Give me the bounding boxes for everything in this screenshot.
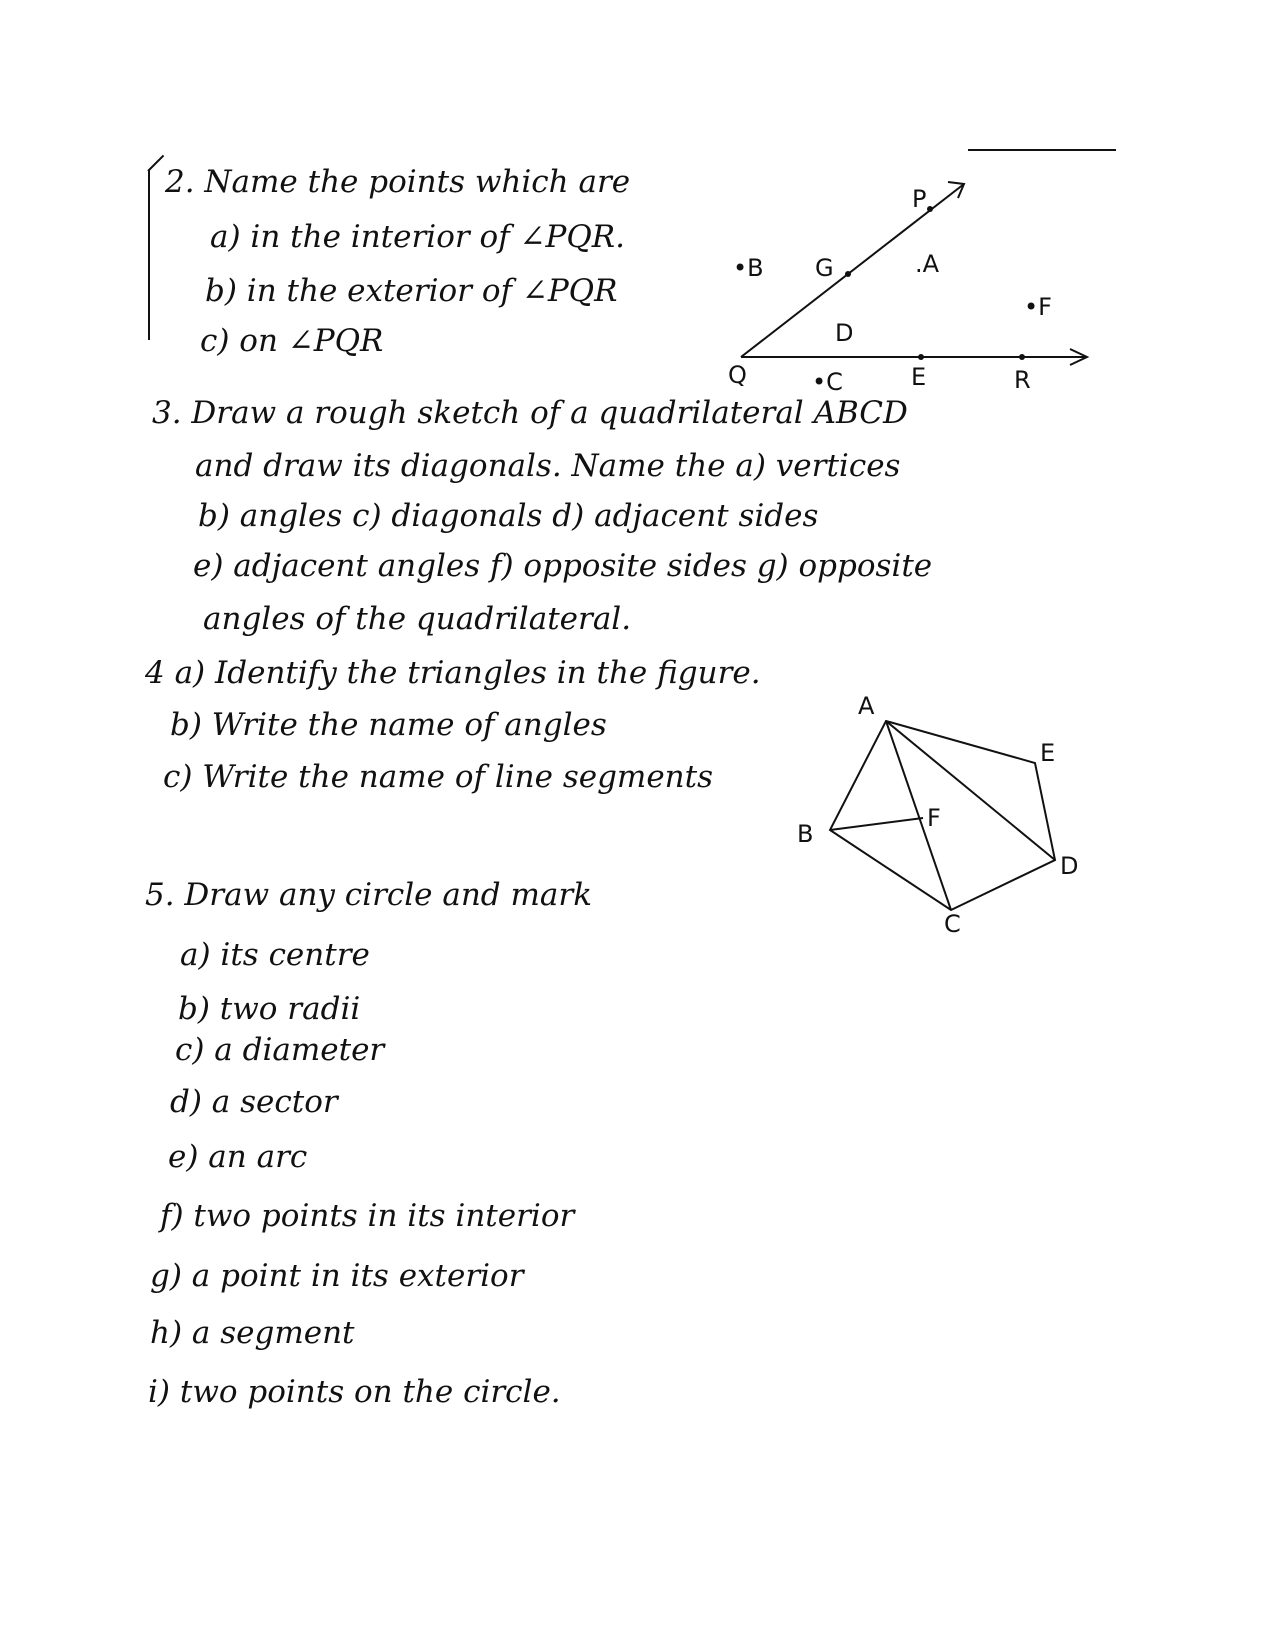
label-b: •B [733, 254, 764, 282]
q2-part-b: b) in the exterior of ∠PQR [205, 273, 618, 309]
q3-line-2: and draw its diagonals. Name the a) vertices [195, 448, 901, 484]
q5-part-e: e) an arc [168, 1139, 308, 1175]
q3-line-3: b) angles c) diagonals d) adjacent sides [198, 498, 819, 534]
pentagon-figure [797, 692, 1078, 938]
point-e [918, 354, 924, 360]
q3-line-1: 3. Draw a rough sketch of a quadrilateral ABCD [152, 395, 908, 431]
label-c: C [944, 910, 961, 938]
point-g [845, 271, 851, 277]
q5-part-f: f) two points in its interior [160, 1198, 575, 1234]
label-r: R [1014, 366, 1031, 394]
point-r [1019, 354, 1025, 360]
q2-stem: 2. Name the points which are [165, 164, 631, 200]
label-c: •C [812, 368, 843, 396]
q5-stem: 5. Draw any circle and mark [145, 877, 592, 913]
label-q: Q [728, 361, 747, 389]
label-g: G [815, 254, 834, 282]
q4-line-c: c) Write the name of line segments [163, 759, 713, 795]
q4-line-b: b) Write the name of angles [170, 707, 607, 743]
label-a: .A [915, 250, 940, 278]
q5-part-c: c) a diameter [175, 1032, 385, 1068]
q5-part-a: a) its centre [180, 937, 370, 973]
q4-line-a: 4 a) Identify the triangles in the figure. [145, 655, 761, 691]
q5-part-h: h) a segment [150, 1315, 355, 1351]
label-p: P [912, 185, 927, 213]
segment-ad [886, 721, 1055, 860]
label-f: •F [1024, 293, 1052, 321]
segment-bf [830, 818, 923, 830]
label-d: D [1060, 852, 1079, 880]
point-p [927, 206, 933, 212]
label-f: F [927, 804, 941, 832]
q5-part-d: d) a sector [170, 1084, 338, 1120]
label-e: E [911, 363, 927, 391]
q5-part-b: b) two radii [178, 991, 361, 1027]
pentagon-outline [830, 721, 1055, 910]
label-b: B [797, 820, 814, 848]
q3-line-5: angles of the quadrilateral. [203, 601, 632, 637]
q5-part-g: g) a point in its exterior [150, 1258, 524, 1294]
label-e: E [1040, 739, 1056, 767]
segment-ac [886, 721, 951, 910]
label-a: A [858, 692, 875, 720]
angle-pqr-figure [728, 182, 1087, 396]
q2-part-a: a) in the interior of ∠PQR. [210, 219, 625, 255]
q5-part-i: i) two points on the circle. [148, 1374, 561, 1410]
q2-part-c: c) on ∠PQR [200, 323, 384, 359]
q3-line-4: e) adjacent angles f) opposite sides g) opposite [193, 548, 933, 584]
label-d: D [835, 319, 854, 347]
